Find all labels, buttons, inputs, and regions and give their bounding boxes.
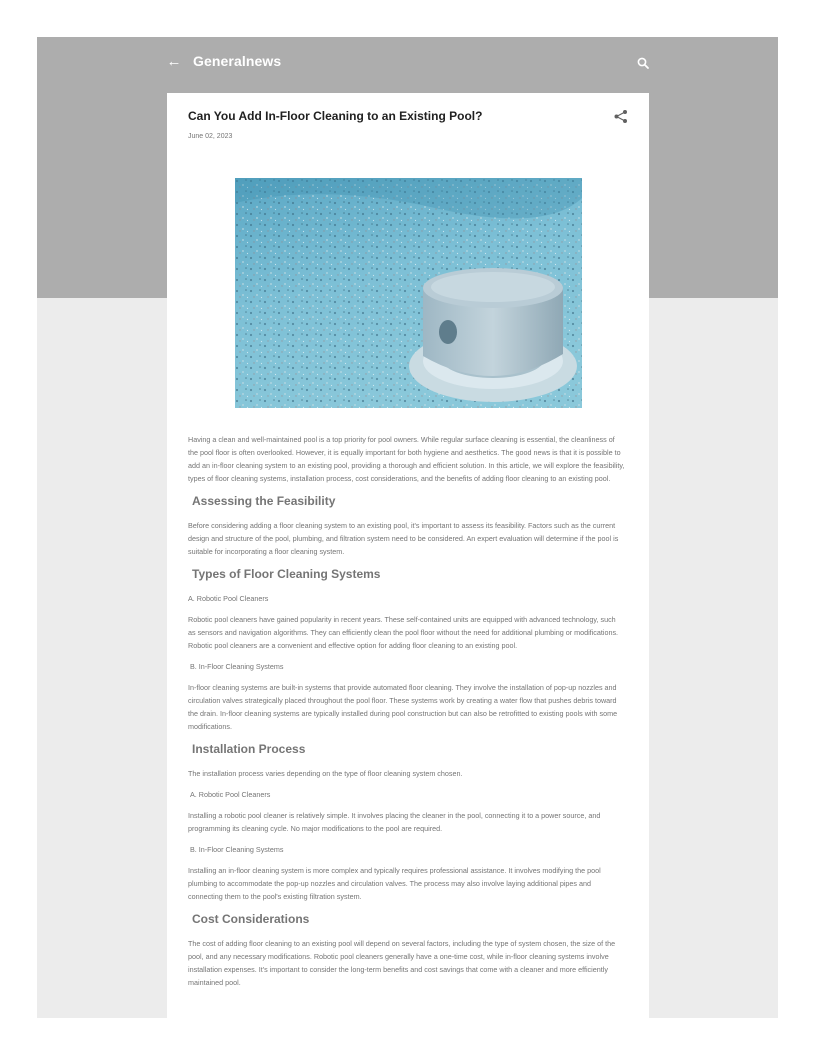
search-button[interactable]	[634, 54, 654, 74]
installation-intro: The installation process varies depending on the type of floor cleaning system chosen.	[188, 769, 463, 778]
intro-paragraph: Having a clean and well-maintained pool is a top priority for pool owners. While regular surface cleaning is essential, the cleanliness of the pool floor is often overlooked. However, it is equally important for both hygiene and aesthetics. The good news is that it is possible to add an in-floor cleaning system to an existing pool, providing a thorough and efficient solution. In this article, we will explore the feasibility, types of floor cleaning systems, installation process, cost considerations, and the benefits of adding floor cleaning to an existing pool.	[188, 435, 625, 483]
share-button[interactable]	[612, 108, 630, 126]
installation-robotic-label: A. Robotic Pool Cleaners	[190, 790, 271, 799]
installation-infloor-label: B. In-Floor Cleaning Systems	[190, 845, 284, 854]
types-robotic-paragraph: Robotic pool cleaners have gained popularity in recent years. These self-contained units are equipped with advanced technology, such as sensors and navigation algorithms. They can efficiently clean the pool floor without the need for additional plumbing or modifications. Robotic pool cleaners are a convenient and effective option for adding floor cleaning to an existing pool.	[188, 615, 619, 650]
article-body	[188, 433, 625, 997]
types-infloor-label: B. In-Floor Cleaning Systems	[190, 662, 284, 671]
share-icon	[612, 108, 630, 126]
installation-infloor-paragraph: Installing an in-floor cleaning system is more complex and typically requires professional assistance. It involves modifying the pool plumbing to accommodate the pop-up nozzles and circulation valves. The process may also involve laying additional pipes and connecting them to the pool's existing filtration system.	[188, 866, 601, 901]
post-title: Can You Add In-Floor Cleaning to an Existing Pool?	[188, 109, 483, 123]
top-app-bar	[37, 37, 778, 90]
types-infloor-paragraph: In-floor cleaning systems are built-in systems that provide automated floor cleaning. They involve the installation of pop-up nozzles and circulation valves strategically placed throughout the pool floor. These systems work by creating a water flow that pushes debris toward the drain. In-floor cleaning systems are typically installed during pool construction but can also be retrofitted to existing pools with some modifications.	[188, 683, 618, 731]
section-heading-feasibility: Assessing the Feasibility	[192, 494, 336, 508]
page-frame	[37, 37, 778, 1018]
section-heading-installation: Installation Process	[192, 742, 306, 756]
section-heading-cost: Cost Considerations	[192, 912, 310, 926]
feasibility-paragraph: Before considering adding a floor cleaning system to an existing pool, it's important to assess its feasibility. Factors such as the current design and structure of the pool, plumbing, and filtration system need to be considered. An expert evaluation will determine if the pool is suitable for incorporating a floor cleaning system.	[188, 521, 619, 556]
post-date: June 02, 2023	[188, 133, 233, 140]
section-heading-types: Types of Floor Cleaning Systems	[192, 567, 381, 581]
installation-robotic-paragraph: Installing a robotic pool cleaner is relatively simple. It involves placing the cleaner in the pool, connecting it to a power source, and programming its cleaning cycle. No major modifications to the pool are required.	[188, 811, 601, 833]
cost-paragraph: The cost of adding floor cleaning to an existing pool will depend on several factors, including the type of system chosen, the size of the pool, and any necessary modifications. Robotic pool cleaners generally have a one-time cost, while in-floor cleaning systems involve installation expenses. It's important to consider the long-term benefits and cost savings that come with a cleaner and more efficiently maintained pool.	[188, 939, 616, 987]
back-button[interactable]	[163, 51, 185, 73]
hero-image	[235, 178, 582, 408]
search-icon	[634, 54, 654, 74]
arrow-left-icon: ←	[166, 53, 182, 70]
post-card	[167, 93, 649, 1018]
types-robotic-label: A. Robotic Pool Cleaners	[188, 594, 269, 603]
blog-title[interactable]: Generalnews	[193, 53, 282, 69]
